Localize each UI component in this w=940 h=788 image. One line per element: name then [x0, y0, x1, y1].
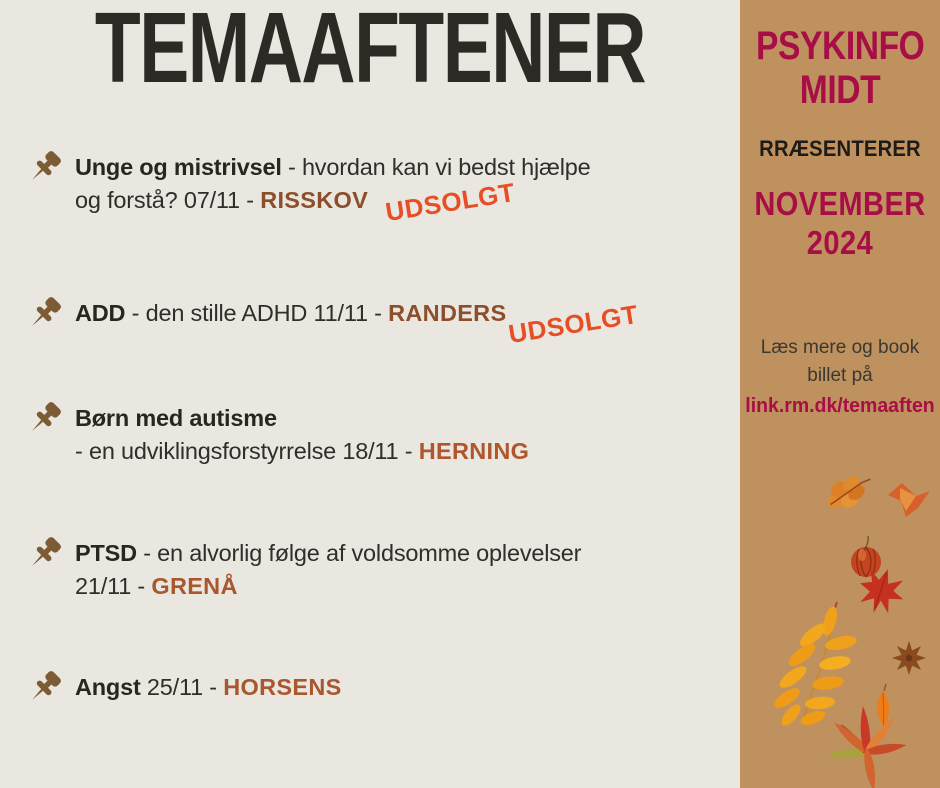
event-location: HERNING [418, 438, 530, 464]
page-title: TEMAAFTENER [94, 0, 646, 104]
event-line: og forstå? 07/11 - RISSKOV [75, 187, 369, 213]
event-location: RANDERS [388, 300, 507, 326]
event-angst [26, 671, 726, 704]
star-anise [892, 641, 926, 675]
event-title: Unge og mistrivsel [75, 154, 282, 180]
event-title: Børn med autisme [75, 405, 277, 431]
event-title: Angst [75, 674, 141, 700]
presents-label: RRÆSENTERER [759, 136, 921, 161]
pushpin-icon [26, 534, 64, 572]
event-boern-med-autisme [26, 402, 726, 468]
event-text [75, 537, 726, 603]
event-unge-og-mistrivsel [26, 151, 726, 228]
event-line: Angst 25/11 - HORSENS [75, 674, 342, 700]
booking-link[interactable]: link.rm.dk/temaaften [745, 394, 935, 417]
event-add [26, 297, 726, 350]
pushpin-icon [26, 399, 64, 437]
event-line: ADD - den stille ADHD 11/11 - RANDERS [75, 300, 507, 326]
event-location: HORSENS [223, 674, 342, 700]
oak-leaf [821, 466, 878, 518]
month-label [752, 184, 928, 262]
brand-line2: MIDT [799, 68, 881, 112]
event-line: - en udviklingsforstyrrelse 18/11 - HERNING [75, 438, 530, 464]
event-location: RISSKOV [260, 187, 369, 213]
event-line: Unge og mistrivsel - hvordan kan vi bedst hjælpe [75, 154, 591, 180]
event-text [75, 671, 726, 704]
event-title: ADD [75, 300, 126, 326]
event-line [75, 402, 726, 435]
autumn-leaves-decoration [740, 455, 940, 788]
event-title: PTSD [75, 540, 137, 566]
brand-title [756, 24, 924, 112]
event-text [75, 402, 726, 468]
sold-out-badge: UDSOLGT [506, 298, 641, 350]
rowan-leaf [771, 602, 858, 729]
month-year: 2024 [806, 224, 874, 261]
cta-line2: billet på [807, 365, 873, 386]
creeper-leaf [827, 706, 907, 788]
leaf-fragment [888, 483, 930, 517]
physalis-husk [851, 536, 881, 577]
pushpin-icon [26, 668, 64, 706]
small-leaf [877, 684, 889, 727]
event-ptsd [26, 537, 726, 603]
sold-out-badge: UDSOLGT [383, 176, 518, 228]
pushpin-icon [26, 148, 64, 186]
pushpin-icon [26, 294, 64, 332]
call-to-action [740, 334, 940, 420]
cta-line1: Læs mere og book [760, 337, 920, 358]
sidebar [740, 0, 940, 788]
month-name: NOVEMBER [754, 185, 926, 222]
event-location: GRENÅ [151, 573, 238, 599]
event-line: PTSD - en alvorlig følge af voldsomme oplevelser [75, 540, 582, 566]
event-line: 21/11 - GRENÅ [75, 573, 238, 599]
brand-line1: PSYKINFO [756, 24, 925, 68]
